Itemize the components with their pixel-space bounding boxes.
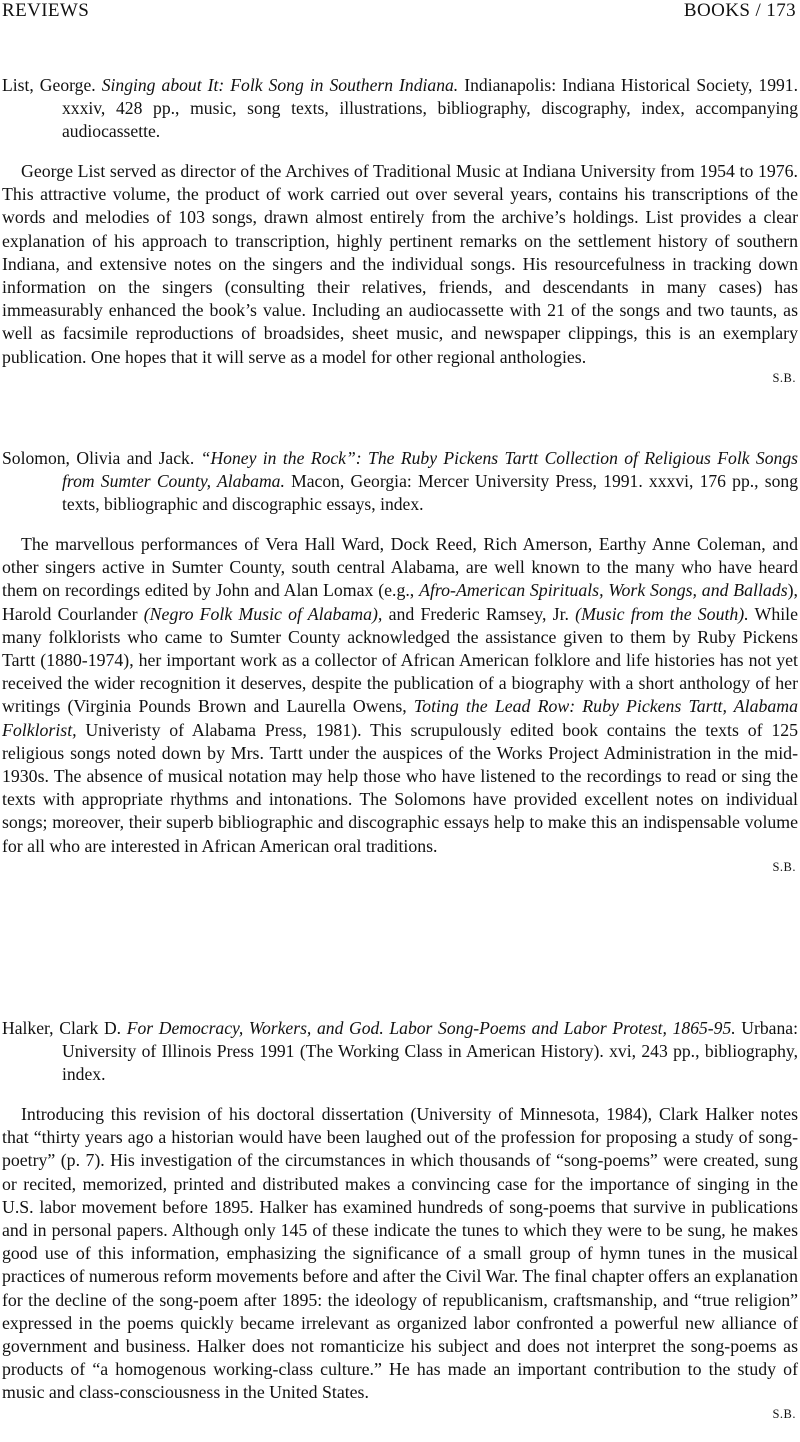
body-text: While many folklorists who came to Sumter County acknowledged the assistance given to them by Ruby Pickens Tartt (1880-1974), her important work as a collector of African American folklore and life histories has not yet received the wider recognition it deserves, despite the publication of a biography with a short anthology of her writings (Virginia Pounds Brown and Laurella Owens,: [2, 603, 798, 717]
citation-author: Halker, Clark D.: [2, 1018, 122, 1038]
running-header: [2, 0, 796, 22]
review-body: George List served as director of the Archives of Traditional Music at Indiana University from 1954 to 1976. This attractive volume, the product of work carried out over several years, contains his transcriptions of the words and melodies of 103 songs, drawn almost entirely from the archive’s holdings. List provides a clear explanation of his approach to transcription, highly pertinent remarks on the settlement history of southern Indiana, and extensive notes on the singers and the individual songs. His resourcefulness in tracking down information on the singers (consulting their relatives, friends, and descendants in many cases) has immeasurably enhanced the book’s value. Including an audiocassette with 21 of the songs and two taunts, as well as facsimile reproductions of broadsides, sheet music, and newspaper clippings, this is an exemplary publication. One hopes that it will serve as a model for other regional anthologies.: [2, 161, 798, 367]
body-italic-title: Afro-American Spirituals, Work Songs, and Ballads: [419, 580, 788, 601]
review-honey-in-the-rock: [2, 447, 798, 875]
body-text: ), Harold Courlander: [2, 580, 798, 624]
body-italic-title: (Music from the South).: [575, 603, 749, 624]
citation-publication: Urbana: University of Illinois Press 1991 (The Working Class in American History). xvi, 243 pp., bibliography, index.: [62, 1018, 798, 1084]
body-text: Univeristy of Alabama Press, 1981). This scrupulously edited book contains the texts of 125 religious songs noted down by Mrs. Tartt under the auspices of the Works Project Administration in the mid-1930s. The absence of musical notation may help those who have listened to the recordings to read or sing the texts with appropriate rhythms and intonations. The Solomons have provided excellent notes on individual songs; moreover, their superb bibliographic and discographic essays help to make this an indispensable volume for all who are interested in African American oral traditions.: [2, 719, 798, 856]
citation-author: Solomon, Olivia and Jack.: [2, 448, 195, 468]
review-citation: [2, 74, 798, 143]
citation-author: List, George.: [2, 75, 96, 95]
reviewer-initials: S.B.: [772, 370, 796, 385]
review-citation: [2, 1017, 798, 1086]
review-body: [2, 533, 798, 858]
reviewer-initials: S.B.: [772, 1406, 796, 1421]
review-for-democracy-workers-and-god: [2, 1017, 798, 1422]
body-text: The marvellous performances of Vera Hall Ward, Dock Reed, Rich Amerson, Earthy Anne Coleman, and other singers active in Sumter County, south central Alabama, are well known to the many who have heard them on recordings edited by John and Alan Lomax (e.g.,: [2, 534, 798, 601]
body-text: and Frederic Ramsey, Jr.: [382, 603, 576, 624]
review-body: Introducing this revision of his doctoral dissertation (University of Minnesota, 1984), Clark Halker notes that “thirty years ago a historian would have been laughed out of the profession for proposing a study of song-poetry” (p. 7). His investigation of the circumstances in which thousands of “song-poems” were created, sung or recited, memorized, printed and distributed makes a convincing case for the importance of singing in the U.S. labor movement before 1895. Halker has examined hundreds of song-poems that survive in publications and in personal papers. Although only 145 of these indicate the tunes to which they were to be sung, he makes good use of this information, emphasizing the significance of a small group of hymn tunes in the musical practices of numerous reform movements before and after the Civil War. The final chapter offers an explanation for the decline of the song-poem after 1895: the ideology of republicanism, craftsmanship, and “true religion” expressed in the poems quickly became irrelevant as organized labor confronted a powerful new alliance of government and business. Halker does not romanticize his subject and does not interpret the song-poems as products of “a homogenous working-class culture.” He has made an important contribution to the study of music and class-consciousness in the United States.: [2, 1104, 798, 1403]
body-italic-title: Toting the Lead Row: Ruby Pickens Tartt, Alabama Folklorist,: [2, 696, 798, 740]
citation-publication: Macon, Georgia: Mercer University Press, 1991. xxxvi, 176 pp., song texts, bibliographic and discographic essays, index.: [62, 471, 798, 514]
citation-publication: Indianapolis: Indiana Historical Society, 1991. xxxiv, 428 pp., music, song texts, illustrations, bibliography, discography, index, accompanying audiocassette.: [62, 75, 799, 141]
citation-title: Singing about It: Folk Song in Southern Indiana.: [101, 75, 459, 95]
citation-title: “Honey in the Rock”: The Ruby Pickens Tartt Collection of Religious Folk Songs from Sumter County, Alabama.: [62, 448, 798, 491]
reviewer-initials: S.B.: [772, 859, 796, 874]
section-title: REVIEWS: [2, 0, 90, 21]
citation-title: For Democracy, Workers, and God. Labor Song-Poems and Labor Protest, 1865-95.: [126, 1018, 736, 1038]
body-italic-title: (Negro Folk Music of Alabama),: [143, 603, 383, 624]
review-citation: [2, 447, 798, 516]
review-list-singing-about-it: [2, 74, 798, 386]
page-number-label: BOOKS / 173: [683, 0, 796, 21]
